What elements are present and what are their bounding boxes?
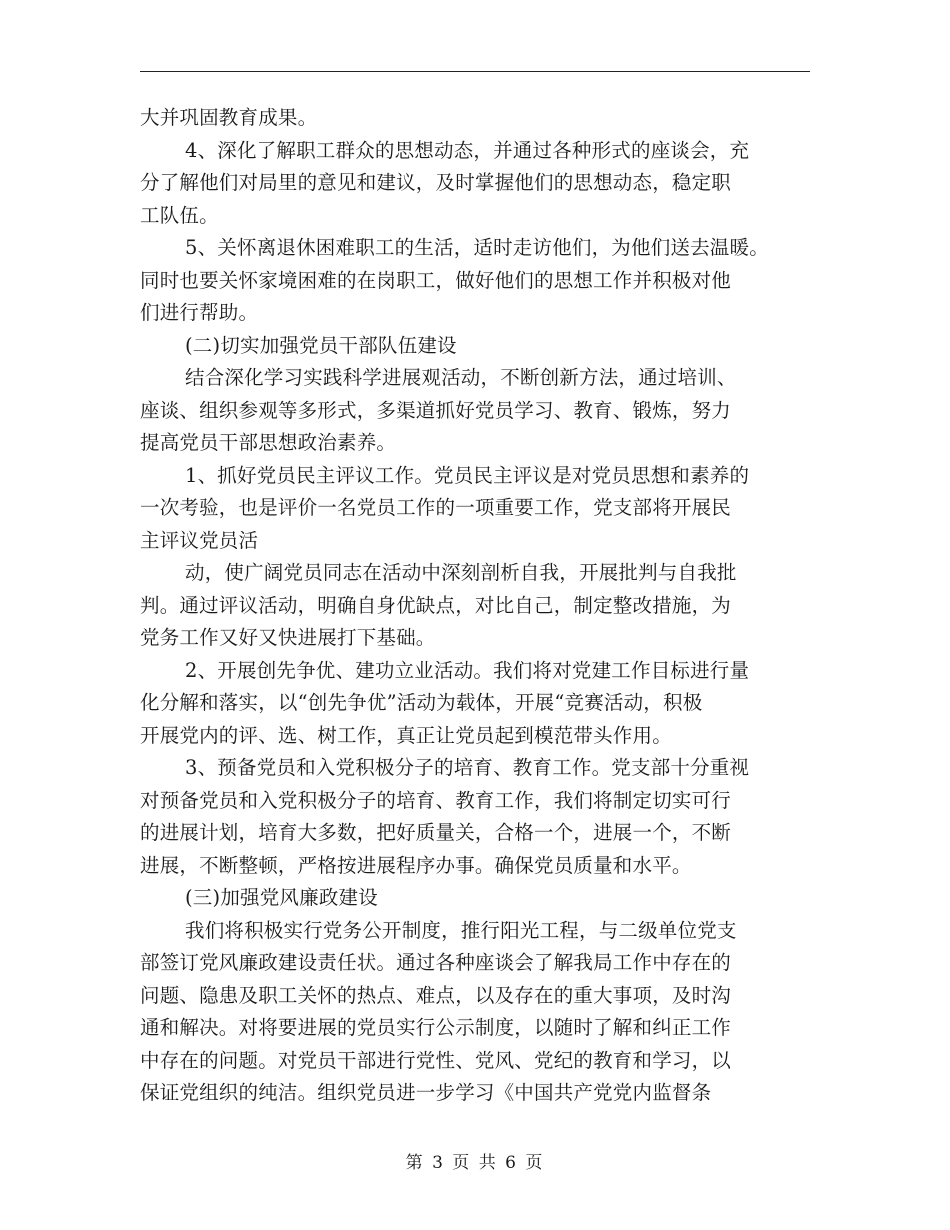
text-line: 工队伍。 — [140, 203, 219, 227]
header-rule — [140, 71, 810, 72]
text-line: (二)切实加强党员干部队伍建设 — [185, 333, 457, 357]
text-line: (三)加强党风廉政建设 — [185, 886, 378, 909]
text-line: 一次考验，也是评价一名党员工作的一项重要工作，党支部将开展民 — [140, 496, 732, 519]
text-line: 主评议党员活 — [140, 528, 259, 552]
text-line: 部签订党风廉政建设责任状。通过各种座谈会了解我局工作中存在的 — [140, 951, 732, 974]
text-line: 5、关怀离退休困难职工的生活，适时走访他们，为他们送去温暖。 — [185, 236, 769, 259]
text-line: 结合深化学习实践科学进展观活动，不断创新方法，通过培训、 — [185, 366, 737, 389]
text-line: 座谈、组织参观等多形式，多渠道抓好党员学习、教育、锻炼，努力 — [140, 398, 732, 422]
text-line: 们进行帮助。 — [140, 301, 259, 324]
text-line: 中存在的问题。对党员干部进行党性、党风、党纪的教育和学习，以 — [140, 1048, 732, 1072]
text-line: 大并巩固教育成果。 — [140, 106, 318, 129]
text-line: 3、预备党员和入党积极分子的培育、教育工作。党支部十分重视 — [185, 756, 750, 779]
text-line: 进展，不断整顿，严格按进展程序办事。确保党员质量和水平。 — [140, 853, 692, 877]
text-line: 开展党内的评、选、树工作，真正让党员起到模范带头作用。 — [140, 723, 672, 747]
text-line: 的进展计划，培育大多数，把好质量关，合格一个，进展一个，不断 — [140, 821, 732, 844]
text-line: 对预备党员和入党积极分子的培育、教育工作，我们将制定切实可行 — [140, 788, 732, 812]
text-line: 1、抓好党员民主评议工作。党员民主评议是对党员思想和素养的 — [185, 463, 750, 487]
text-line: 分了解他们对局里的意见和建议，及时掌握他们的思想动态，稳定职 — [140, 171, 732, 194]
page-footer: 第 3 页 共 6 页 — [405, 1153, 545, 1173]
text-line: 判。通过评议活动，明确自身优缺点，对比自己，制定整改措施，为 — [140, 593, 732, 617]
text-line: 同时也要关怀家境困难的在岗职工，做好他们的思想工作并积极对他 — [140, 268, 732, 292]
text-line: 我们将积极实行党务公开制度，推行阳光工程，与二级单位党支 — [185, 918, 737, 942]
text-line: 2、开展创先争优、建功立业活动。我们将对党建工作目标进行量 — [185, 658, 750, 682]
text-line: 保证党组织的纯洁。组织党员进一步学习《中国共产党党内监督条 — [140, 1081, 712, 1104]
document-body — [140, 102, 830, 1110]
text-line: 4、深化了解职工群众的思想动态，并通过各种形式的座谈会，充 — [185, 138, 750, 162]
text-line: 提高党员干部思想政治素养。 — [140, 431, 397, 454]
text-line: 动，使广阔党员同志在活动中深刻剖析自我，开展批判与自我批 — [185, 561, 737, 584]
text-line: 党务工作又好又快进展打下基础。 — [140, 626, 436, 649]
text-line: 通和解决。对将要进展的党员实行公示制度，以随时了解和纠正工作 — [140, 1016, 732, 1039]
text-line: 问题、隐患及职工关怀的热点、难点，以及存在的重大事项，及时沟 — [140, 983, 732, 1007]
text-line: 化分解和落实，以“创先争优”活动为载体，开展“竞赛活动，积极 — [140, 691, 703, 714]
